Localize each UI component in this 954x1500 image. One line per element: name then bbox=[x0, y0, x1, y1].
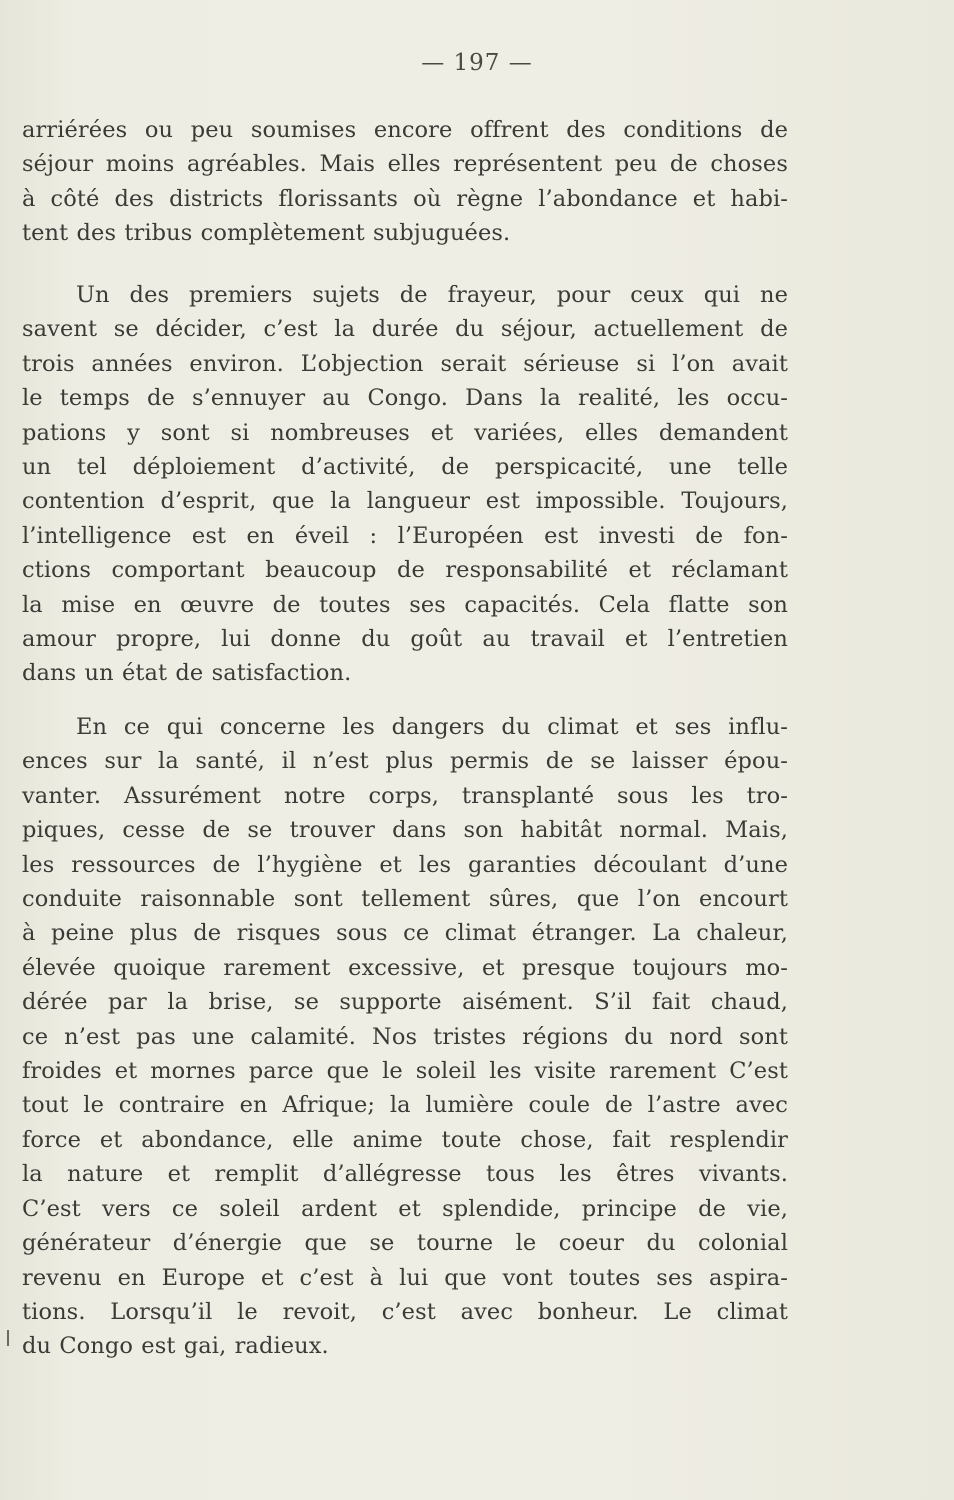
paragraph-line: savent se décider, c’est la durée du séjour, actuellement de bbox=[22, 316, 788, 343]
paragraph-line: la nature et remplit d’allégresse tous les êtres vivants. bbox=[22, 1161, 788, 1188]
paragraph-line: dans un état de satisfaction. bbox=[22, 660, 352, 687]
paragraph-1 bbox=[22, 113, 788, 251]
paragraph-3 bbox=[22, 710, 788, 1364]
paragraph-line: ences sur la santé, il n’est plus permis de se laisser épou- bbox=[22, 748, 788, 775]
paragraph-line: ctions comportant beaucoup de responsabilité et réclamant bbox=[22, 557, 788, 584]
paragraph-line: amour propre, lui donne du goût au travail et l’entretien bbox=[22, 626, 788, 653]
page-number: — 197 — bbox=[421, 50, 533, 76]
paragraph-line: à peine plus de risques sous ce climat étranger. La chaleur, bbox=[22, 920, 788, 947]
paragraph-line: les ressources de l’hygiène et les garanties découlant d’une bbox=[22, 851, 788, 878]
paragraph-2 bbox=[22, 278, 788, 691]
paragraph-line: piques, cesse de se trouver dans son habitât normal. Mais, bbox=[22, 817, 788, 844]
paragraph-line: force et abondance, elle anime toute chose, fait resplendir bbox=[22, 1126, 788, 1153]
paragraph-line: trois années environ. L’objection serait sérieuse si l’on avait bbox=[22, 350, 788, 377]
paragraph-line: vanter. Assurément notre corps, transplanté sous les tro- bbox=[22, 782, 788, 809]
paragraph-line: En ce qui concerne les dangers du climat et ses influ- bbox=[76, 714, 788, 740]
paragraph-line: élevée quoique rarement excessive, et presque toujours mo- bbox=[22, 954, 788, 981]
paragraph-line: un tel déploiement d’activité, de perspicacité, une telle bbox=[22, 454, 788, 481]
paragraph-line: arriérées ou peu soumises encore offrent des conditions de bbox=[22, 117, 788, 143]
paragraph-line: l’intelligence est en éveil : l’Européen est investi de fon- bbox=[22, 522, 788, 549]
paragraph-line: conduite raisonnable sont tellement sûres, que l’on encourt bbox=[22, 886, 788, 913]
paragraph-line: froides et mornes parce que le soleil les visite rarement C’est bbox=[22, 1058, 788, 1085]
paragraph-line: du Congo est gai, radieux. bbox=[22, 1333, 329, 1360]
paragraph-line: tions. Lorsqu’il le revoit, c’est avec bonheur. Le climat bbox=[22, 1298, 788, 1325]
paragraph-line: C’est vers ce soleil ardent et splendide, principe de vie, bbox=[22, 1195, 788, 1222]
paragraph-line: pations y sont si nombreuses et variées, elles demandent bbox=[22, 419, 788, 446]
paragraph-line: le temps de s’ennuyer au Congo. Dans la realité, les occu- bbox=[22, 385, 788, 412]
paragraph-line: contention d’esprit, que la langueur est impossible. Toujours, bbox=[22, 488, 788, 515]
paragraph-line: revenu en Europe et c’est à lui que vont toutes ses aspira- bbox=[22, 1264, 788, 1291]
paragraph-line: ce n’est pas une calamité. Nos tristes régions du nord sont bbox=[22, 1023, 788, 1050]
paragraph-line: tout le contraire en Afrique; la lumière coule de l’astre avec bbox=[22, 1092, 788, 1119]
paragraph-line: dérée par la brise, se supporte aisément. S’il fait chaud, bbox=[22, 989, 788, 1016]
paragraph-line: la mise en œuvre de toutes ses capacités. Cela flatte son bbox=[22, 591, 788, 618]
paragraph-line: à côté des districts florissants où règne l’abondance et habi- bbox=[22, 185, 788, 212]
paragraph-line: tent des tribus complètement subjuguées. bbox=[22, 220, 511, 247]
paragraph-line: générateur d’énergie que se tourne le coeur du colonial bbox=[22, 1230, 788, 1257]
margin-mark bbox=[7, 1330, 9, 1346]
paragraph-line: séjour moins agréables. Mais elles représentent peu de choses bbox=[22, 151, 788, 178]
paragraph-line: Un des premiers sujets de frayeur, pour ceux qui ne bbox=[76, 282, 788, 308]
